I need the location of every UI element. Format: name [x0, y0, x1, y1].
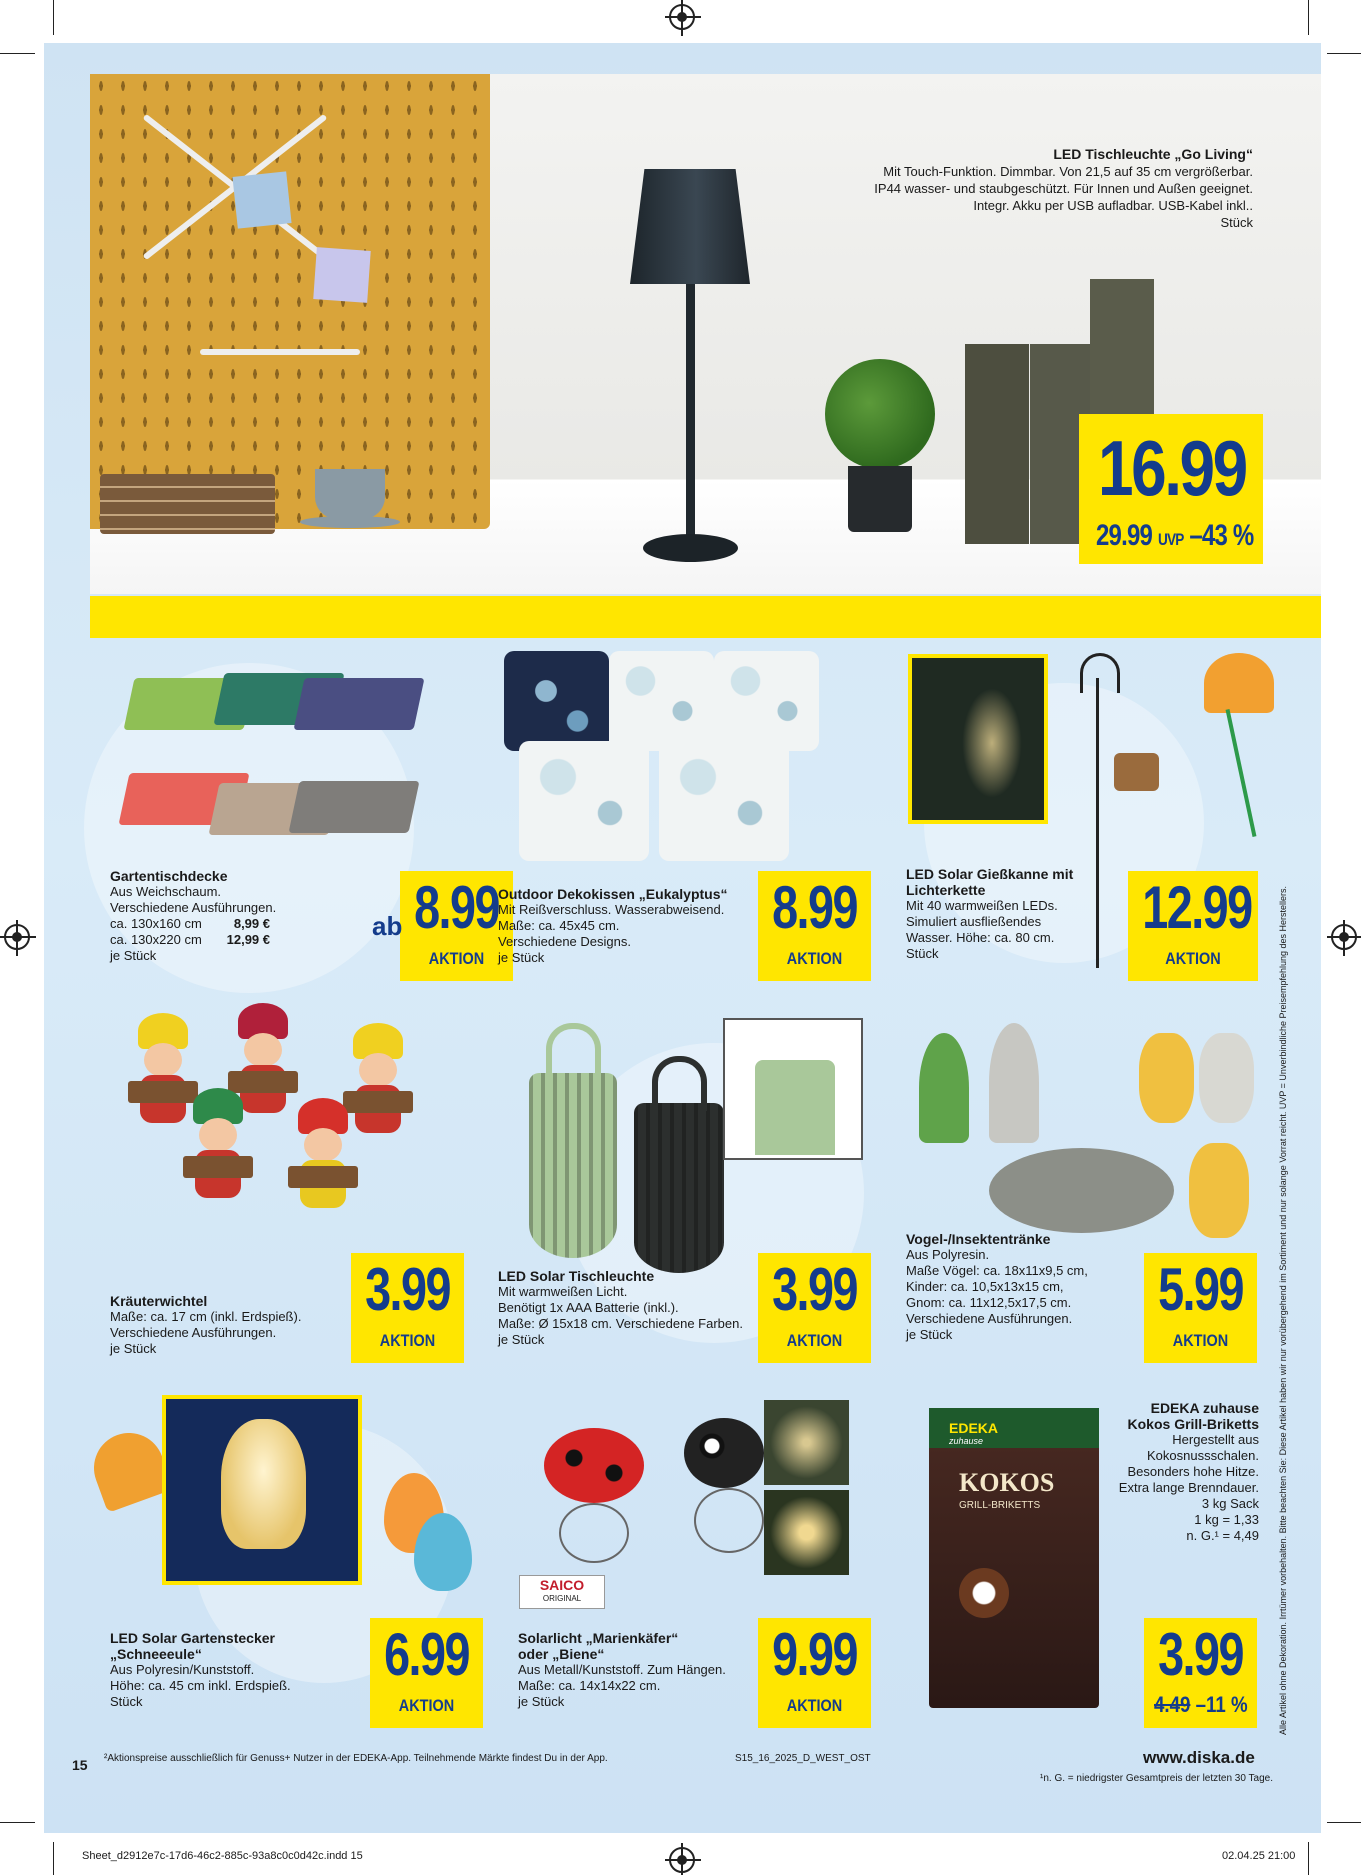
tablecloth-navy [293, 678, 424, 730]
price-tag [370, 1618, 483, 1728]
price-badge: AKTION [1165, 949, 1221, 968]
product-text-ladybug [518, 1630, 726, 1710]
product-line: Hergestellt aus [1172, 1432, 1259, 1447]
price-tag [1144, 1618, 1257, 1728]
product-line: Mit Reißverschluss. Wasserabweisend. [498, 902, 725, 917]
bird-bath-bowl [989, 1148, 1174, 1233]
night-photo [764, 1400, 849, 1485]
price-prefix: ab [372, 911, 403, 941]
charcoal-bag-image [929, 1408, 1099, 1708]
hero-line: IP44 wasser- und staubgeschützt. Für Innen und Außen geeignet. [874, 181, 1253, 196]
product-line: Mit warmweißen Licht. [498, 1284, 628, 1299]
solar-light-photos [764, 1400, 849, 1575]
price-badge: AKTION [379, 1331, 436, 1350]
registration-mark [1331, 924, 1357, 950]
child-figure [1199, 1033, 1254, 1123]
old-price-discount [1154, 1692, 1248, 1718]
price-badge: AKTION [786, 949, 843, 968]
gnome-sign [288, 1166, 358, 1188]
footer-url[interactable]: www.diska.de [1143, 1748, 1255, 1767]
saico-logo-text: SAICO [539, 1577, 585, 1593]
solar-ladybug-bee-image [514, 1388, 794, 1588]
size-price: 12,99 € [226, 932, 270, 947]
solar-lanterns-image [514, 1018, 754, 1288]
spiral-cage [694, 1488, 764, 1553]
crop-mark [1327, 53, 1361, 54]
flower-petals [1204, 653, 1274, 713]
product-text-gnomes [110, 1293, 301, 1357]
plant-pot-image [848, 466, 912, 532]
gnome-figure [989, 1023, 1039, 1143]
hero-uvp-label: UVP [1157, 530, 1184, 549]
footer-ng-note: ¹n. G. = niedrigster Gesamtpreis der letzten 30 Tage. [1040, 1773, 1273, 1784]
hero-price: 16.99 [1098, 424, 1246, 512]
lamp-shade-image [630, 169, 750, 284]
product-line: je Stück [906, 1327, 953, 1342]
product-line: 1 kg = 1,33 [1194, 1512, 1259, 1527]
crop-mark [0, 53, 35, 54]
disclaimer-vertical: Alle Artikel ohne Dekoration. Irrtümer vorbehalten. Bitte beachten Sie: Diese Artikel haben wir nur vorübergehend im Sortiment und nur solange Vorrat reicht. UVP = Unverbindliche Preisempfehlung des Herstellers. [1278, 885, 1288, 1735]
hero-price-tag [1079, 414, 1263, 564]
product-line: Maße: ca. 14x14x22 cm. [518, 1678, 661, 1693]
price-badge: AKTION [398, 1696, 455, 1715]
bag-sub: zuhause [949, 1436, 984, 1446]
lantern-handle [652, 1056, 707, 1111]
cushion [609, 651, 714, 751]
registration-mark [669, 4, 695, 30]
tablecloth-image [114, 663, 414, 863]
gnome [134, 1013, 192, 1133]
owl-photo [162, 1395, 362, 1585]
coconut-image [959, 1568, 1009, 1618]
cushion [504, 651, 609, 751]
lantern-black [634, 1103, 724, 1273]
binder-image [965, 344, 1029, 544]
price-value: 5.99 [1158, 1256, 1243, 1323]
pegboard-rod [200, 349, 360, 355]
product-line: je Stück [498, 1332, 545, 1347]
crop-mark [1308, 0, 1309, 35]
product-line: je Stück [518, 1694, 565, 1709]
product-title: Solarlicht „Marienkäfer“ oder „Biene“ [518, 1630, 679, 1662]
product-line: je Stück [110, 948, 157, 963]
old-price: 4.49 [1154, 1692, 1191, 1717]
product-line: Aus Metall/Kunststoff. Zum Hängen. [518, 1662, 726, 1677]
size-price-row [110, 932, 270, 948]
price-tag [758, 871, 871, 981]
saico-logo-sub: ORIGINAL [542, 1594, 582, 1603]
price-value: 8.99 [772, 874, 857, 941]
hero-uvp-price: 29.99 [1096, 519, 1153, 552]
product-text-cushions [498, 886, 728, 966]
lamp-pole-image [686, 284, 695, 544]
product-title: Outdoor Dekokissen „Eukalyptus“ [498, 886, 728, 902]
price-tag [1128, 871, 1258, 981]
footer-note: ²Aktionspreise ausschließlich für Genuss+ Nutzer in der EDEKA-App. Teilnehmende Märkte findest Du in der App. [104, 1753, 608, 1764]
gnome [189, 1088, 247, 1208]
cushions-image [494, 651, 824, 881]
crop-mark [53, 1842, 54, 1875]
product-text-tablecloth [110, 868, 276, 964]
crop-mark [1308, 1842, 1309, 1875]
price-badge: AKTION [428, 949, 485, 968]
bag-subtitle: GRILL-BRIKETTS [959, 1500, 1041, 1511]
plant-image [825, 359, 935, 469]
size-label: ca. 130x160 cm [110, 916, 202, 931]
lantern-green [529, 1073, 617, 1258]
product-line: Verschiedene Ausführungen. [110, 1325, 277, 1340]
product-line: Aus Weichschaum. [110, 884, 222, 899]
flower-stem [1226, 709, 1257, 837]
product-line: Simuliert ausfließendes [906, 914, 1042, 929]
product-line: Maße: ca. 17 cm (inkl. Erdspieß). [110, 1309, 302, 1324]
price-value: 3.99 [365, 1256, 450, 1323]
gnome-sign [183, 1156, 253, 1178]
product-text-watering-can [906, 866, 1096, 962]
price-value: 12.99 [1142, 874, 1252, 941]
hero-line: Mit Touch-Funktion. Dimmbar. Von 21,5 auf 35 cm vergrößerbar. [883, 164, 1253, 179]
product-title: Kräuterwichtel [110, 1293, 208, 1309]
product-title: EDEKA zuhause [1150, 1400, 1259, 1416]
slug-filename: Sheet_d2912e7c-17d6-46c2-885c-93a8c0c0d42c.indd 15 [82, 1850, 363, 1862]
product-line: n. G.¹ = 4,49 [1186, 1528, 1259, 1543]
product-title: Gartentischdecke [110, 868, 228, 884]
hero-uvp [1096, 519, 1254, 553]
product-title: LED Solar Gartenstecker „Schneeeule“ [110, 1630, 275, 1662]
product-text-lanterns [498, 1268, 743, 1348]
price-tag [372, 871, 513, 981]
gnome [294, 1098, 352, 1218]
product-line: Maße: ca. 45x45 cm. [498, 918, 620, 933]
hero-title: LED Tischleuchte „Go Living“ [1053, 146, 1253, 162]
product-line: Mit 40 warmweißen LEDs. [906, 898, 1058, 913]
eggs-image [384, 1473, 504, 1613]
cup-image [315, 469, 385, 519]
price-tag [758, 1253, 871, 1363]
product-title: Vogel-/Insektentränke [906, 1231, 1051, 1247]
price-value: 3.99 [772, 1256, 857, 1323]
page-number: 15 [72, 1757, 88, 1773]
price-tag [758, 1618, 871, 1728]
price-value: 3.99 [1158, 1621, 1243, 1688]
owl-figure [221, 1419, 306, 1549]
lantern-detail-photo [723, 1018, 863, 1160]
discount: –11 % [1195, 1692, 1248, 1717]
price-value: 8.99 [414, 874, 499, 941]
cushion [659, 741, 789, 861]
light-glow [962, 688, 1022, 798]
saico-logo [519, 1575, 605, 1609]
night-photo [764, 1490, 849, 1575]
price-badge: AKTION [786, 1696, 843, 1715]
product-line: Höhe: ca. 45 cm inkl. Erdspieß. [110, 1678, 291, 1693]
product-line: Kinder: ca. 10,5x13x15 cm, [906, 1279, 1064, 1294]
slug-timestamp: 02.04.25 21:00 [1222, 1850, 1296, 1862]
bag-title: KOKOS [959, 1468, 1055, 1497]
egg-blue [414, 1513, 472, 1591]
yellow-divider-stripe [90, 596, 1321, 638]
stake [1096, 678, 1099, 968]
spiral-cage [559, 1503, 629, 1563]
product-line: Kokosnussschalen. [1146, 1448, 1259, 1463]
stake-hook [1080, 653, 1120, 693]
product-line: 3 kg Sack [1201, 1496, 1259, 1511]
product-line: Stück [110, 1694, 143, 1709]
product-line: Extra lange Brenndauer. [1118, 1480, 1259, 1495]
size-label: ca. 130x220 cm [110, 932, 202, 947]
lamp-base-image [643, 534, 738, 562]
note-paper [313, 247, 370, 303]
flower-decoration [74, 1423, 174, 1563]
product-line: Verschiedene Ausführungen. [906, 1311, 1073, 1326]
watering-can [1114, 753, 1159, 791]
gnome-figure [919, 1033, 969, 1143]
gnome [349, 1023, 407, 1143]
books-image [100, 474, 275, 534]
price-tag [1144, 1253, 1257, 1363]
pegboard-image [90, 74, 490, 529]
product-line: Verschiedene Designs. [498, 934, 631, 949]
child-figure [1189, 1143, 1249, 1238]
hero-discount: –43 % [1189, 519, 1254, 552]
footer-code: S15_16_2025_D_WEST_OST [735, 1753, 871, 1764]
hero-line: Integr. Akku per USB aufladbar. USB-Kabel inkl.. [973, 198, 1253, 213]
product-text-owl [110, 1630, 291, 1710]
hero-description [874, 146, 1253, 231]
bee [684, 1418, 764, 1488]
cushion [714, 651, 819, 751]
price-badge: AKTION [1172, 1331, 1229, 1350]
product-line: je Stück [498, 950, 545, 965]
size-price: 8,99 € [233, 916, 270, 931]
hero-line: Stück [1220, 215, 1253, 230]
product-line: Gnom: ca. 11x12,5x17,5 cm. [906, 1295, 1072, 1310]
product-title: Kokos Grill-Briketts [1127, 1416, 1259, 1432]
price-tag [351, 1253, 464, 1363]
crop-mark [0, 1822, 35, 1823]
product-text-briquettes [1104, 1400, 1259, 1544]
registration-mark [4, 924, 30, 950]
product-line: Aus Polyresin/Kunststoff. [110, 1662, 255, 1677]
tablecloth-grey [288, 781, 419, 833]
flower-petals [84, 1423, 174, 1513]
registration-mark [669, 1847, 695, 1873]
note-paper [232, 171, 291, 228]
bag-brand: EDEKA [949, 1420, 999, 1436]
cushion [519, 741, 649, 861]
price-value: 6.99 [384, 1621, 469, 1688]
product-line: Besonders hohe Hitze. [1127, 1464, 1259, 1479]
price-badge: AKTION [786, 1331, 843, 1350]
flyer-page [44, 43, 1321, 1833]
product-line: Verschiedene Ausführungen. [110, 900, 277, 915]
herb-gnomes-image [114, 1003, 464, 1293]
product-line: je Stück [110, 1341, 157, 1356]
ladybug [544, 1428, 644, 1503]
lantern-handle [546, 1023, 601, 1083]
child-figure [1139, 1033, 1194, 1123]
product-line: Aus Polyresin. [906, 1247, 990, 1262]
flower-decoration [1189, 643, 1284, 843]
product-title: LED Solar Gießkanne mit Lichterkette [906, 866, 1074, 898]
product-line: Maße: Ø 15x18 cm. Verschiedene Farben. [498, 1316, 743, 1331]
crop-mark [1327, 1822, 1361, 1823]
gnome-sign [128, 1081, 198, 1103]
product-title: LED Solar Tischleuchte [498, 1268, 655, 1284]
product-line: Maße Vögel: ca. 18x11x9,5 cm, [906, 1263, 1088, 1278]
gnome-sign [343, 1091, 413, 1113]
product-text-bird-bath [906, 1231, 1088, 1343]
watering-can-photo [908, 654, 1048, 824]
saucer-image [300, 516, 400, 528]
product-line: Benötigt 1x AAA Batterie (inkl.). [498, 1300, 679, 1315]
product-line: Wasser. Höhe: ca. 80 cm. [906, 930, 1055, 945]
product-line: Stück [906, 946, 939, 961]
size-price-row [110, 916, 270, 932]
crop-mark [53, 0, 54, 35]
lantern-detail [755, 1060, 835, 1155]
price-value: 9.99 [772, 1621, 857, 1688]
